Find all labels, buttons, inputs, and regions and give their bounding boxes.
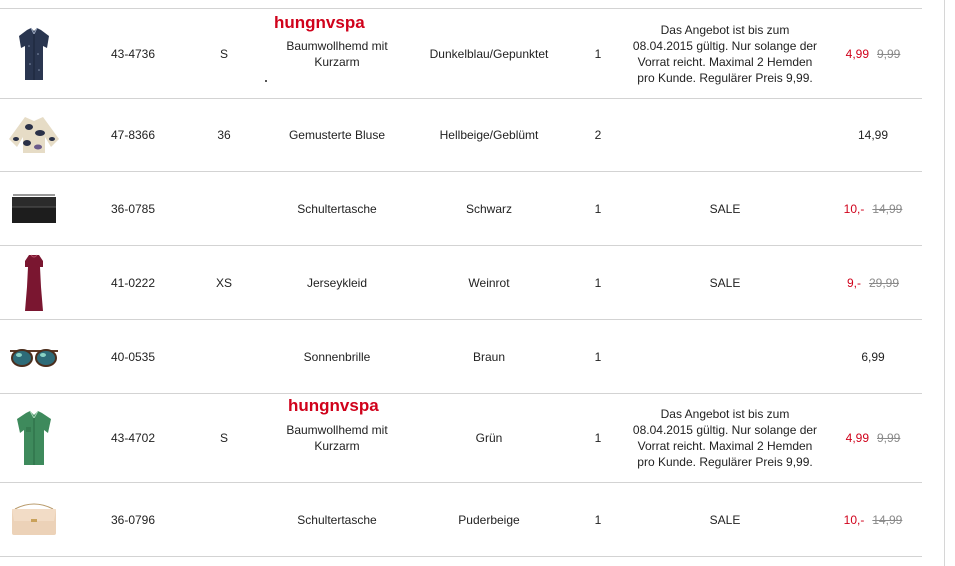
sale-price: 4,99 [845,46,869,61]
color-value: Dunkelblau/Gepunktet [429,46,549,61]
original-price: 9,99 [877,46,901,61]
size-value: XS [215,275,232,290]
table-row [0,246,922,320]
size-value: S [219,46,228,61]
product-name-link[interactable]: Schultertasche [297,201,377,216]
watermark-text: hungnvspa [274,13,365,32]
quantity-value: 1 [594,512,602,527]
price: 6,99 [861,349,885,364]
original-price: 14,99 [872,201,903,216]
color-value: Grün [475,431,503,445]
article-number: 36-0796 [110,512,156,527]
offer-info: Das Angebot ist bis zum 08.04.2015 gültig. Nur solange der Vorrat reicht. Maximal 2 Hemden pro Kunde. Regulärer Preis 9,99. [632,407,818,469]
product-name-link[interactable]: Baumwollhemd mit Kurzarm [286,38,388,69]
table-row [0,320,922,394]
article-number: 36-0785 [110,201,156,216]
quantity-value: 1 [594,46,602,61]
table-row [0,8,922,99]
offer-info [630,320,820,393]
quantity-value: 1 [594,201,602,216]
price-cell [826,394,920,482]
offer-info: SALE [709,275,741,290]
article-number: 41-0222 [110,275,156,290]
color-value: Weinrot [468,275,510,290]
price-cell [826,172,920,245]
original-price: 29,99 [868,275,900,290]
price-cell [826,246,920,319]
price-cell [826,98,920,171]
product-name-link[interactable]: Gemusterte Bluse [288,127,386,142]
quantity-value: 2 [594,127,602,142]
quantity-value: 1 [594,431,602,445]
table-row [0,98,922,172]
quantity-value: 1 [594,349,602,364]
shoulder-bag-black-icon[interactable] [6,172,62,245]
price-cell [826,483,920,556]
color-value: Puderbeige [458,512,520,527]
article-number: 40-0535 [110,349,156,364]
article-number: 43-4702 [110,431,156,445]
price-cell [826,320,920,393]
sale-price: 9,- [846,275,861,290]
article-number: 43-4736 [110,46,156,61]
sale-price: 10,- [843,512,865,527]
shoulder-bag-beige-icon[interactable] [6,483,62,556]
original-price: 9,99 [877,431,901,445]
quantity-value: 1 [594,275,602,290]
sunglasses-icon[interactable] [6,320,62,393]
scrollbar-track [944,0,945,566]
table-row [0,172,922,246]
color-value: Hellbeige/Geblümt [439,127,539,142]
sale-price: 4,99 [845,431,869,445]
price-cell [826,9,920,98]
dress-burgundy-icon[interactable] [6,246,62,319]
size-value [198,172,250,245]
original-price: 14,99 [872,512,903,527]
watermark-text: hungnvspa [288,396,379,415]
shirt-green-icon[interactable] [6,394,62,482]
size-value [198,483,250,556]
product-name-link[interactable]: Schultertasche [297,512,377,527]
size-value: S [219,431,228,445]
sale-price: 10,- [843,201,865,216]
offer-info: Das Angebot ist bis zum 08.04.2015 gültig. Nur solange der Vorrat reicht. Maximal 2 Hemden pro Kunde. Regulärer Preis 9,99. [632,22,818,85]
color-value: Braun [472,349,506,364]
offer-info [630,98,820,171]
size-value: 36 [217,127,231,142]
size-value [198,320,250,393]
product-name-link[interactable]: Sonnenbrille [303,349,371,364]
offer-info: SALE [709,201,741,216]
offer-info: SALE [709,512,741,527]
blouse-patterned-icon[interactable] [6,98,62,171]
product-name-link[interactable]: Baumwollhemd mit Kurzarm [286,423,388,453]
price: 14,99 [857,127,889,142]
color-value: Schwarz [465,201,512,216]
table-row [0,483,922,557]
article-number: 47-8366 [110,127,156,142]
product-name-link[interactable]: Jerseykleid [306,275,368,290]
table-row [0,394,922,483]
stray-dot [265,80,267,82]
shirt-navy-icon[interactable] [6,9,62,98]
